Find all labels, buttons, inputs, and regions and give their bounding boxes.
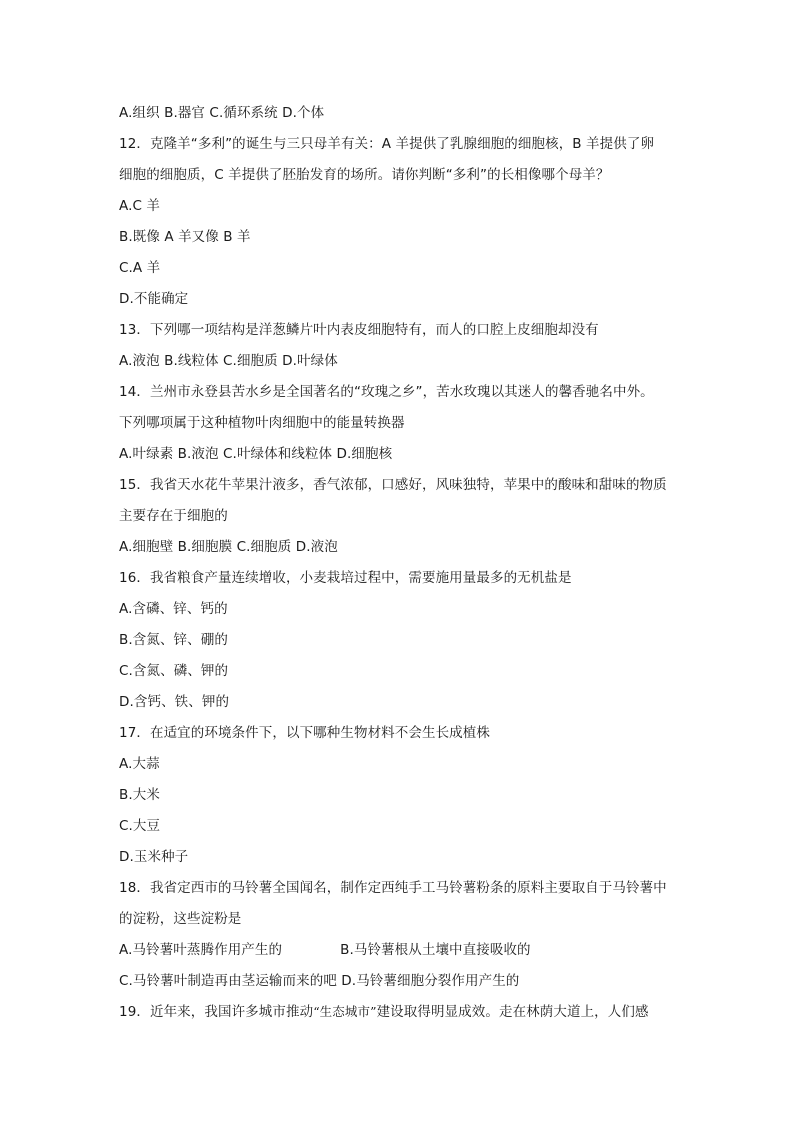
q19-prefix: 19．近年来，我国许多城市推动 xyxy=(119,1004,314,1020)
q12-option-d: D.不能确定 xyxy=(119,291,189,307)
q16-option-c: C.含氮、磷、钾的 xyxy=(119,663,229,679)
q14-stem-line2: 下列哪项属于这种植物叶肉细胞中的能量转换器 xyxy=(119,415,405,431)
q15-stem-line2: 主要存在于细胞的 xyxy=(119,508,228,524)
q15-options: A.细胞壁 B.细胞膜 C.细胞质 D.液泡 xyxy=(119,539,338,555)
q16-stem: 16．我省粮食产量连续增收，小麦栽培过程中，需要施用量最多的无机盐是 xyxy=(119,570,572,586)
q16-option-b: B.含氮、锌、硼的 xyxy=(119,632,228,648)
q16-option-a: A.含磷、锌、钙的 xyxy=(119,601,228,617)
q16-option-d: D.含钙、铁、钾的 xyxy=(119,694,230,710)
q12-stem-line1: 12．克隆羊“多利”的诞生与三只母羊有关：A 羊提供了乳腺细胞的细胞核，B 羊提供了卵 xyxy=(119,136,655,152)
q17-option-a: A.大蒜 xyxy=(119,756,160,772)
q17-option-d: D.玉米种子 xyxy=(119,849,189,865)
q12-stem-line2: 细胞的细胞质，C 羊提供了胚胎发育的场所。请你判断“多利”的长相像哪个母羊？ xyxy=(119,167,610,183)
q13-options: A.液泡 B.线粒体 C.细胞质 D.叶绿体 xyxy=(119,353,338,369)
q19-suffix: 建设取得明显成效。走在林荫大道上，人们感 xyxy=(376,1004,649,1020)
q19-stem xyxy=(119,1003,649,1021)
q12-option-a: A.C 羊 xyxy=(119,198,161,214)
q13-stem: 13．下列哪一项结构是洋葱鳞片叶内表皮细胞特有，而人的口腔上皮细胞却没有 xyxy=(119,322,599,338)
q18-option-a: A.马铃薯叶蒸腾作用产生的 xyxy=(119,942,283,958)
q18-option-b: B.马铃薯根从土壤中直接吸收的 xyxy=(340,942,531,958)
q17-option-c: C.大豆 xyxy=(119,818,161,834)
q18-options-row2: C.马铃薯叶制造再由茎运输而来的吧 D.马铃薯细胞分裂作用产生的 xyxy=(119,973,520,989)
q19-term: “生态城市” xyxy=(313,1004,377,1019)
q15-stem-line1: 15．我省天水花牛苹果汁液多，香气浓郁，口感好，风味独特，苹果中的酸味和甜味的物质 xyxy=(119,477,667,493)
q18-options-row1 xyxy=(119,941,531,959)
q14-stem-line1: 14．兰州市永登县苦水乡是全国著名的“玫瑰之乡”，苦水玫瑰以其迷人的馨香驰名中外。 xyxy=(119,384,654,400)
q14-options: A.叶绿素 B.液泡 C.叶绿体和线粒体 D.细胞核 xyxy=(119,446,393,462)
q11-options: A.组织 B.器官 C.循环系统 D.个体 xyxy=(119,105,325,121)
q17-option-b: B.大米 xyxy=(119,787,160,803)
q18-stem-line2: 的淀粉，这些淀粉是 xyxy=(119,911,242,927)
q17-stem: 17．在适宜的环境条件下，以下哪种生物材料不会生长成植株 xyxy=(119,725,490,741)
q12-option-c: C.A 羊 xyxy=(119,260,161,276)
q18-stem-line1: 18．我省定西市的马铃薯全国闻名，制作定西纯手工马铃薯粉条的原料主要取自于马铃薯中 xyxy=(119,880,667,896)
q12-option-b: B.既像 A 羊又像 B 羊 xyxy=(119,229,251,245)
